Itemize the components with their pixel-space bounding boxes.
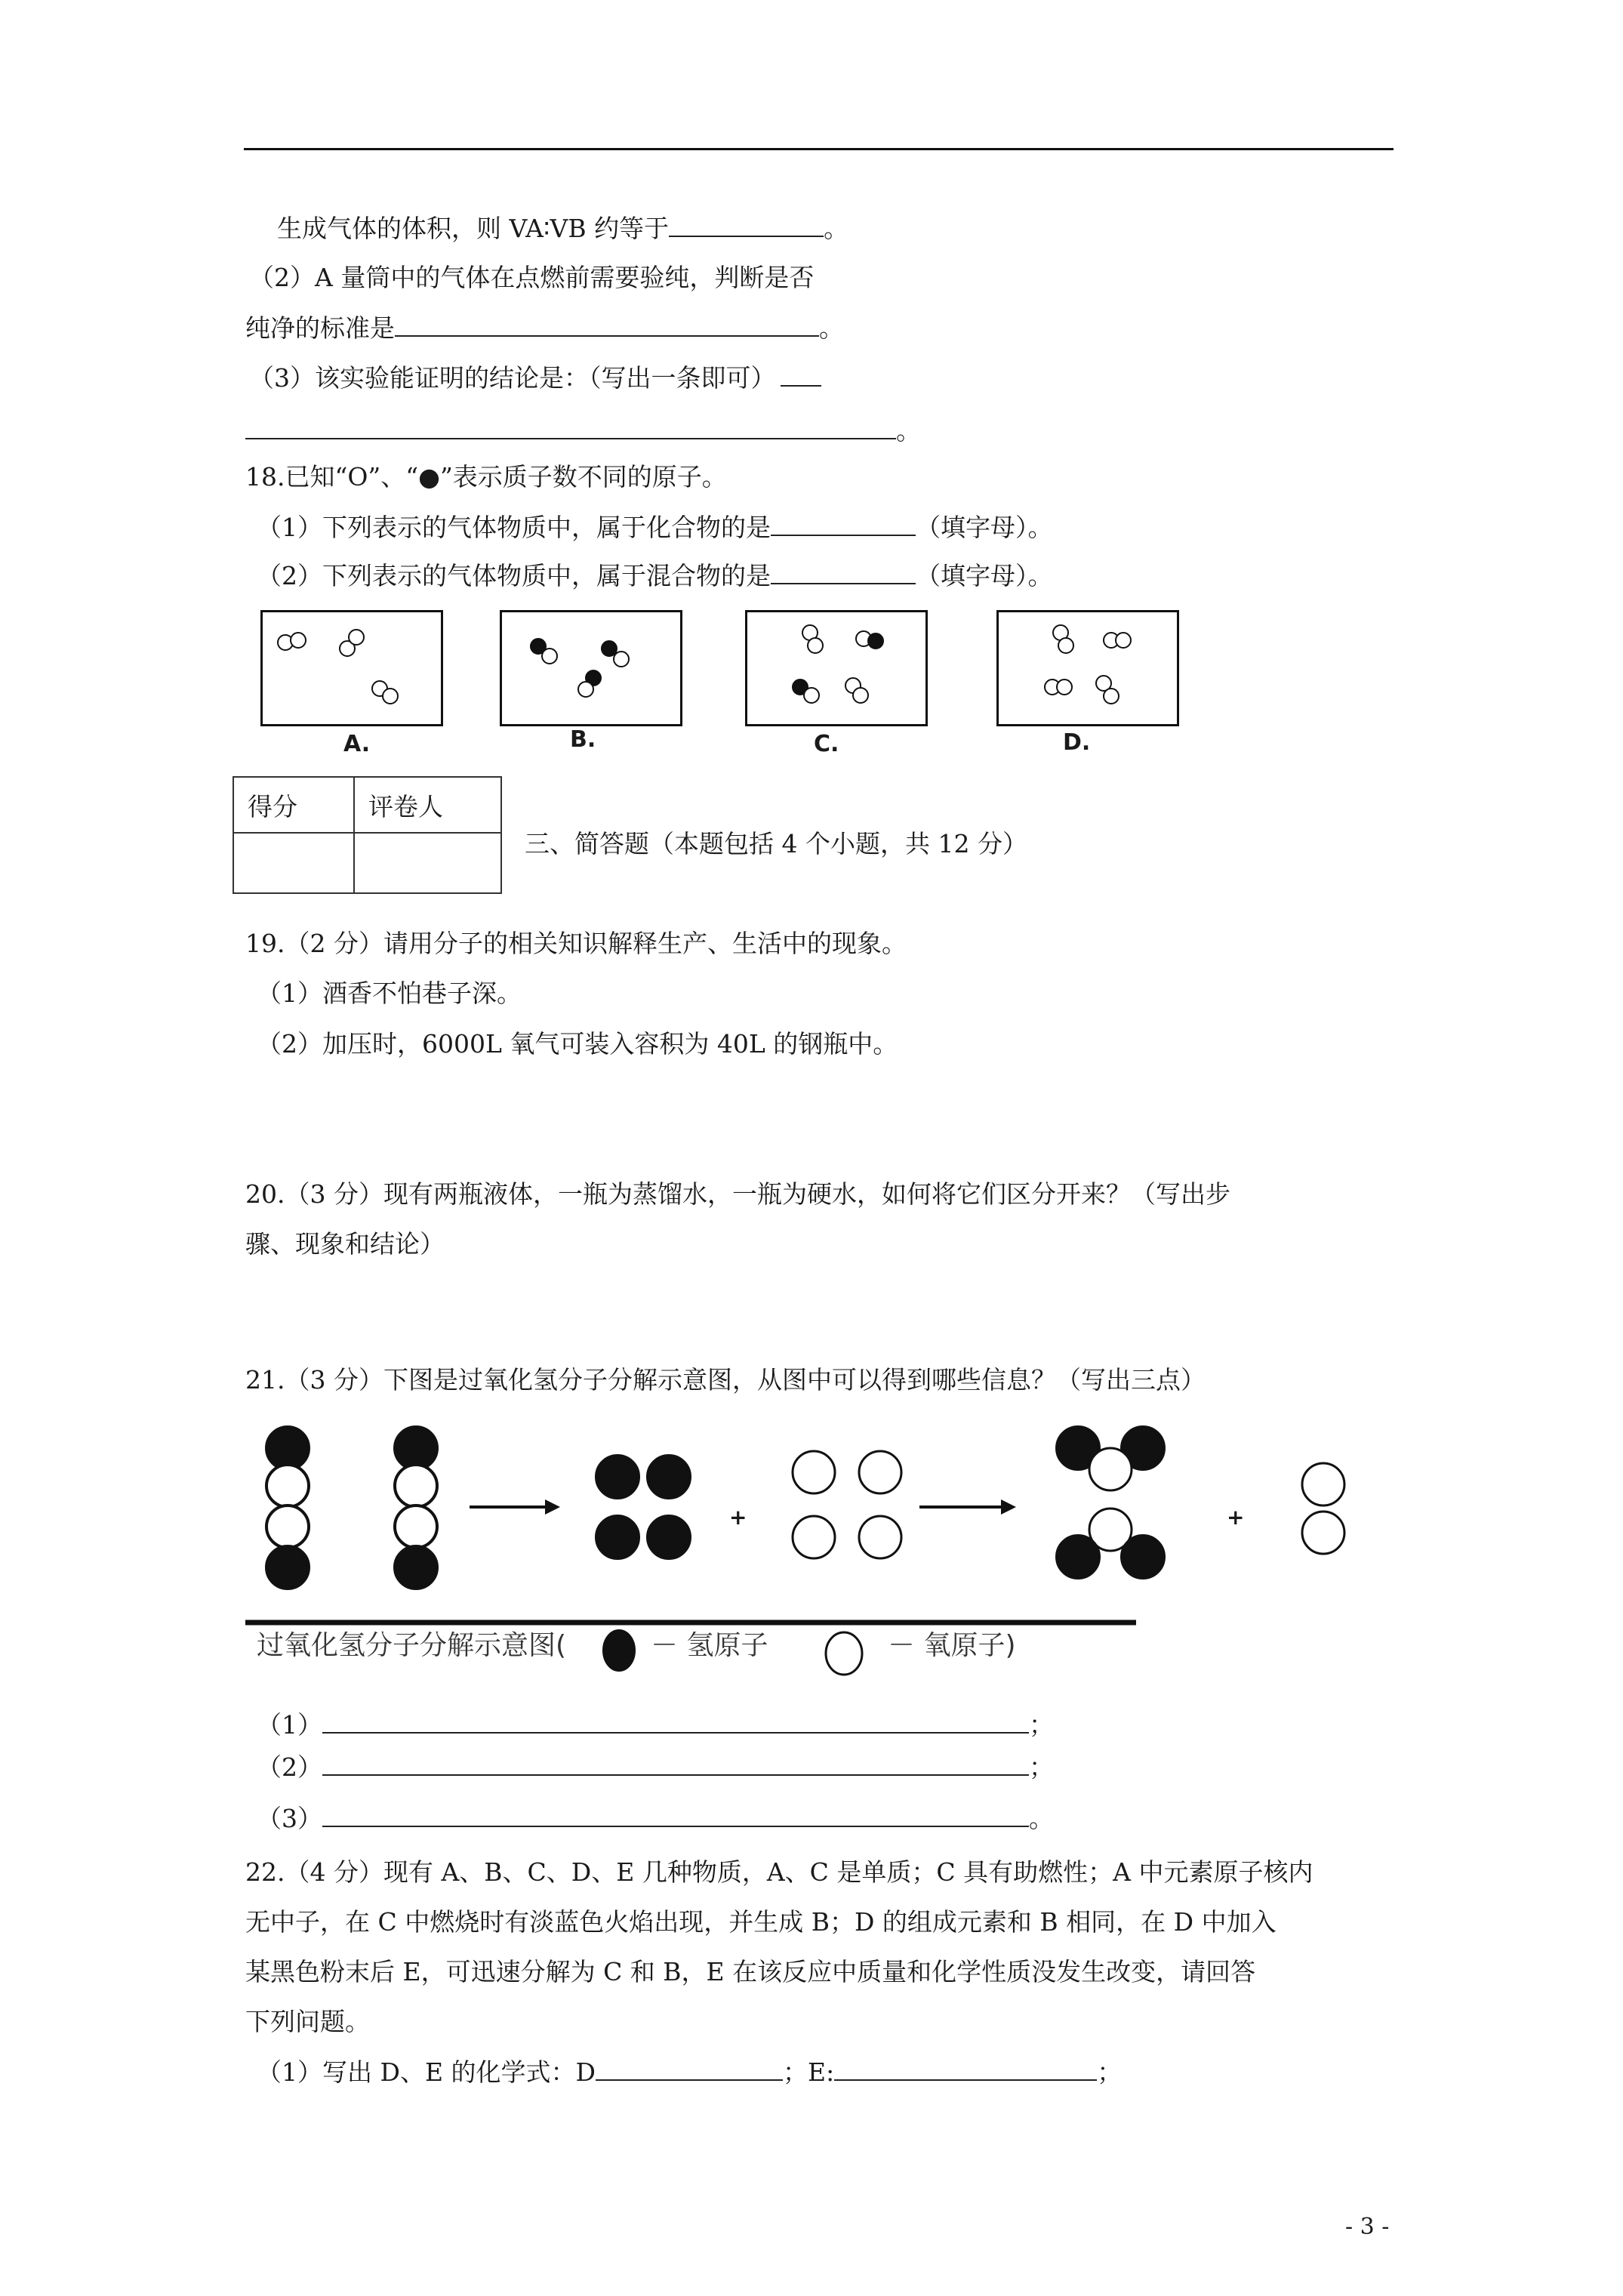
plus-sign-2: + <box>1227 1505 1245 1530</box>
page-number: - 3 - <box>1345 2214 1390 2240</box>
oxygen-molecule <box>1302 1463 1344 1554</box>
q18-stem: 18.已知“O”、“●”表示质子数不同的原子。 <box>245 462 727 492</box>
q19-part2: （2）加压时，6000L 氧气可装入容积为 40L 的钢瓶中。 <box>257 1029 898 1059</box>
caption-hydrogen-legend: － 氢原子 <box>651 1630 768 1661</box>
option-b-label: B. <box>570 726 596 753</box>
option-d-label: D. <box>1063 729 1091 756</box>
option-a-label: A. <box>343 731 371 757</box>
q22-line1: 22.（4 分）现有 A、B、C、D、E 几种物质，A、C 是单质；C 具有助燃性；A 中元素原子核内 <box>245 1857 1313 1887</box>
diagram-caption: 过氧化氢分子分解示意图( <box>257 1630 567 1661</box>
q22-part1: （1）写出 D、E 的化学式：D ；E: ； <box>257 2057 1123 2087</box>
water-molecule-1 <box>1057 1427 1164 1490</box>
q21-answer-blank-1[interactable] <box>322 1709 1029 1734</box>
q19-stem: 19.（2 分）请用分子的相关知识解释生产、生活中的现象。 <box>245 929 907 958</box>
q22-line4: 下列问题。 <box>245 2007 370 2036</box>
section-3-title: 三、简答题（本题包括 4 个小题，共 12 分） <box>525 829 1027 858</box>
q19-part1: （1）酒香不怕巷子深。 <box>257 978 522 1008</box>
q17-line1: 生成气体的体积，则 VA∶VB 约等于 。 <box>277 214 849 243</box>
q21-stem: 21.（3 分）下图是过氧化氢分子分解示意图，从图中可以得到哪些信息？（写出三点） <box>245 1365 1206 1395</box>
legend-hydrogen-icon <box>604 1631 634 1670</box>
q21-answer-3: （3） 。 <box>257 1804 1054 1833</box>
q22-answer-blank-d[interactable] <box>596 2057 783 2081</box>
grader-header: 评卷人 <box>354 777 501 833</box>
q21-answer-blank-3[interactable] <box>322 1803 1029 1827</box>
plus-sign-1: + <box>729 1505 747 1530</box>
oxygen-atoms <box>793 1451 901 1558</box>
reaction-arrow-2 <box>919 1499 1016 1515</box>
q22-line3: 某黑色粉末后 E，可迅速分解为 C 和 B，E 在该反应中质量和化学性质没发生改变，请回答 <box>245 1957 1256 1986</box>
q21-answer-2: （2） ； <box>257 1752 1054 1782</box>
q18-part1: （1）下列表示的气体物质中，属于化合物的是 （填字母）。 <box>257 513 1053 542</box>
q21-answer-blank-2[interactable] <box>322 1752 1029 1776</box>
q17-line1-text: 生成气体的体积，则 VA∶VB 约等于 <box>277 214 670 243</box>
q22-line2: 无中子，在 C 中燃烧时有淡蓝色火焰出现，并生成 B；D 的组成元素和 B 相同，在 D 中加入 <box>245 1907 1277 1937</box>
q21-answer-1: （1） ； <box>257 1710 1054 1740</box>
q17-part3: （3）该实验能证明的结论是：（写出一条即可） <box>249 362 821 393</box>
q17-part3-line2: 。 <box>245 415 921 446</box>
q17-part2-line1: （2）A 量筒中的气体在点燃前需要验纯，判断是否 <box>249 263 815 292</box>
q20-stem-line2: 骤、现象和结论） <box>245 1229 445 1259</box>
q17-part2-line2: 纯净的标准是 。 <box>245 313 844 343</box>
reaction-arrow-1 <box>470 1499 560 1515</box>
h2o2-molecule-2 <box>395 1427 437 1589</box>
q18-part2: （2）下列表示的气体物质中，属于混合物的是 （填字母）。 <box>257 561 1053 590</box>
caption-oxygen-legend: － 氧原子) <box>888 1630 1016 1661</box>
q20-stem-line1: 20.（3 分）现有两瓶液体，一瓶为蒸馏水，一瓶为硬水，如何将它们区分开来？（写出步 <box>245 1179 1230 1209</box>
option-c-label: C. <box>814 731 839 757</box>
q22-answer-blank-e[interactable] <box>834 2057 1097 2081</box>
water-molecule-2 <box>1057 1509 1164 1578</box>
h2o2-molecule-1 <box>266 1427 309 1589</box>
hydrogen-atoms <box>596 1456 690 1558</box>
score-header: 得分 <box>233 777 354 833</box>
legend-oxygen-icon <box>826 1632 862 1675</box>
